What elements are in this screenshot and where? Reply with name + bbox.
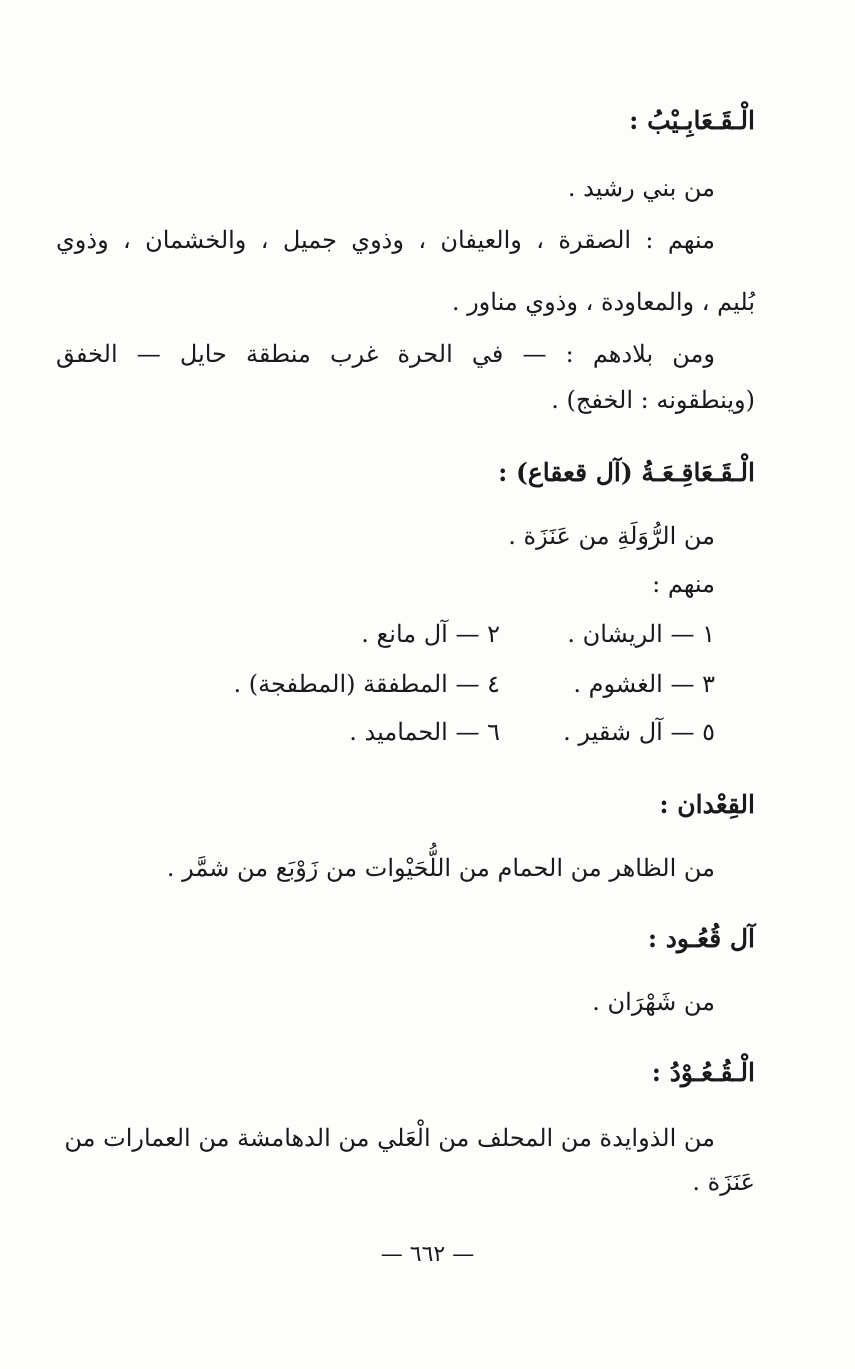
entry-text-line: من الرُّوَلَةِ من عَنَزَة . [508, 522, 715, 550]
entry-heading: آل قُعُـود : [647, 924, 755, 953]
list-item: ٢ — آل مانع . [361, 620, 500, 648]
page-number: — ٦٦٢ — [380, 1242, 475, 1267]
entry-text-line: (وينطقونه : الخفج) . [551, 386, 755, 414]
list-item: ٦ — الحماميد . [349, 718, 500, 746]
entry-text-line: من شَهْرَان . [592, 988, 715, 1016]
list-item: ١ — الريشان . [567, 620, 715, 648]
entry-text-line: منهم : الصقرة ، والعيفان ، وذوي جميل ، والخشمان ، وذوي [56, 226, 715, 254]
list-item: ٥ — آل شقير . [563, 718, 715, 746]
list-item: ٤ — المطفقة (المطفجة) . [233, 670, 500, 698]
entry-text-line: منهم : [652, 570, 715, 598]
entry-text-line: ومن بلادهم : — في الحرة غرب منطقة حايل — الخفق [56, 340, 715, 368]
entry-text-line: بُليم ، والمعاودة ، وذوي مناور . [451, 288, 755, 316]
entry-heading: الْـقُـعُـوْدُ : [651, 1058, 755, 1087]
entry-text-line: من الذوايدة من المحلف من الْعَلي من الدهامشة من العمارات من [64, 1124, 715, 1152]
entry-text-line: من بني رشيد . [567, 174, 715, 202]
entry-heading: القِعْدان : [659, 790, 755, 819]
list-item: ٣ — الغشوم . [573, 670, 715, 698]
entry-heading: الْـقَـعَاقِـعَـةُ (آل قعقاع) : [498, 458, 755, 487]
entry-text-line: من الظاهر من الحمام من اللُّحَيْوات من زَوْبَع من شمَّر . [166, 854, 715, 882]
entry-text-line: عَنَزَة . [692, 1168, 755, 1196]
entry-heading: الْـقَـعَابِـيْبُ : [629, 106, 755, 135]
